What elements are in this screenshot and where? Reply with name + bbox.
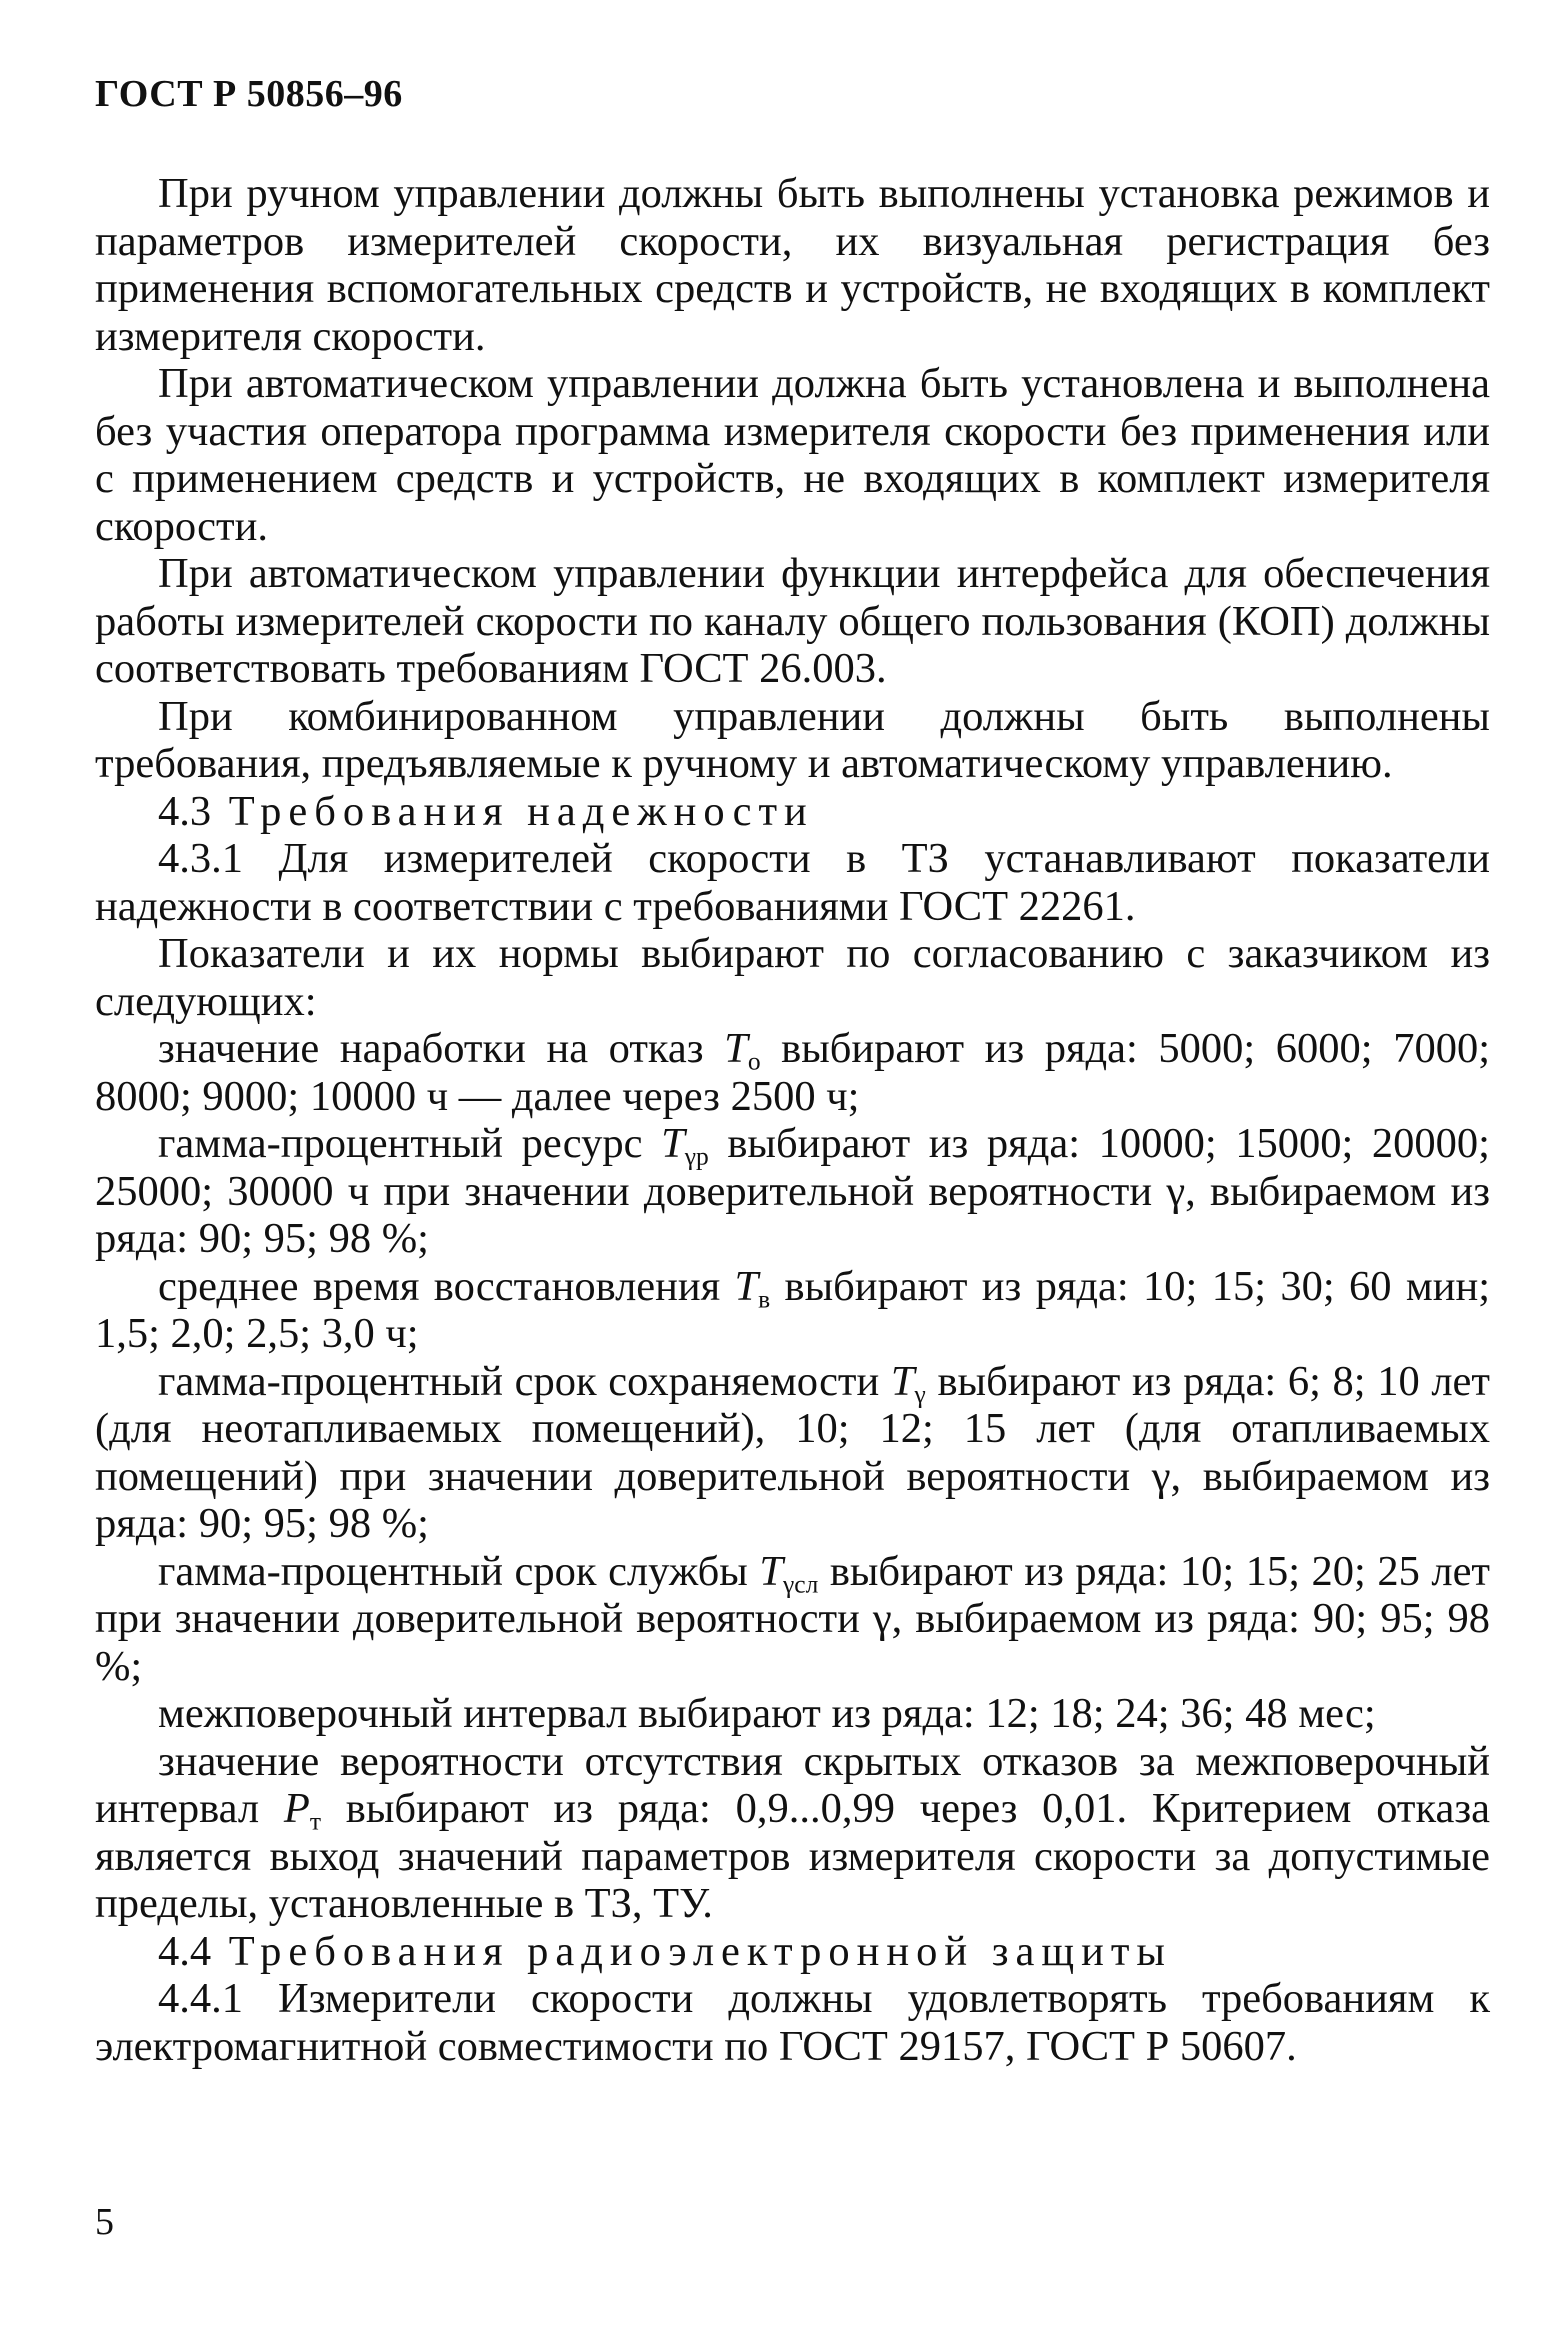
text: среднее время восстановления	[158, 1262, 735, 1310]
list-item-gamma-resource	[95, 1120, 1490, 1263]
list-item-storage-life	[95, 1358, 1490, 1548]
symbol-subscript: о	[747, 1046, 761, 1076]
list-item-mtbf	[95, 1025, 1490, 1120]
text: гамма-процентный срок службы	[158, 1547, 760, 1595]
symbol-subscript: т	[309, 1806, 322, 1836]
symbol-subscript: γр	[684, 1141, 709, 1171]
document-body	[95, 170, 1490, 2070]
text: выбирают из ряда: 6; 8; 10 лет (для неотапливаемых помещений), 10; 12; 15 лет (для отапливаемых помещений) при значении доверительной вероятности γ, выбираемом из ряда: 90; 95; 98 %;	[95, 1357, 1490, 1547]
paragraph-4-3-1: 4.3.1 Для измерителей скорости в ТЗ устанавливают показатели надежности в соответствии с требованиями ГОСТ 22261.	[95, 835, 1490, 930]
list-item-service-life	[95, 1548, 1490, 1691]
paragraph-interface-functions: При автоматическом управлении функции интерфейса для обеспечения работы измерителей скорости по каналу общего пользования (КОП) должны соответствовать требованиям ГОСТ 26.003.	[95, 550, 1490, 692]
list-item-hidden-failures	[95, 1738, 1490, 1928]
text: выбирают из ряда: 0,9...0,99 через 0,01. Критерием отказа является выход значений параметров измерителя скорости за допустимые пределы, установленные в ТЗ, ТУ.	[95, 1785, 1490, 1927]
symbol-subscript: γ	[914, 1379, 926, 1409]
paragraph-manual-control: При ручном управлении должны быть выполнены установка режимов и параметров измерителей скорости, их визуальная регистрация без применения вспомогательных средств и устройств, не входящих в комплект измерителя скорости.	[95, 170, 1490, 360]
symbol-subscript: γсл	[782, 1569, 819, 1599]
symbol: T	[890, 1357, 915, 1405]
section-number: 4.4	[158, 1927, 212, 1975]
section-number: 4.3	[158, 787, 212, 835]
symbol: T	[661, 1120, 685, 1167]
symbol: T	[724, 1025, 748, 1072]
symbol: T	[759, 1547, 783, 1595]
paragraph-indicators-intro: Показатели и их нормы выбирают по согласованию с заказчиком из следующих:	[95, 930, 1490, 1025]
symbol: P	[283, 1785, 310, 1832]
section-title: Требования радиоэлектронной защиты	[228, 1927, 1172, 1975]
list-item-calibration-interval: межповерочный интервал выбирают из ряда: 12; 18; 24; 36; 48 мес;	[158, 1690, 1376, 1737]
text: выбирают из ряда: 10; 15; 30; 60 мин; 1,5; 2,0; 2,5; 3,0 ч;	[95, 1262, 1491, 1357]
text: гамма-процентный ресурс	[158, 1120, 662, 1167]
symbol: T	[734, 1262, 759, 1310]
section-heading-4-4	[95, 1928, 1490, 1976]
symbol-subscript: в	[758, 1284, 771, 1314]
page-number: 5	[95, 2201, 114, 2243]
text: выбирают из ряда: 5000; 6000; 7000; 8000; 9000; 10000 ч — далее через 2500 ч;	[95, 1025, 1491, 1120]
paragraph-4-4-1: 4.4.1 Измерители скорости должны удовлетворять требованиям к электромагнитной совместимости по ГОСТ 29157, ГОСТ Р 50607.	[95, 1975, 1490, 2070]
section-title: Требования надежности	[228, 787, 814, 835]
paragraph-combined-control: При комбинированном управлении должны быть выполнены требования, предъявляемые к ручному и автоматическому управлению.	[95, 692, 1490, 787]
text: значение вероятности отсутствия скрытых отказов за межповерочный интервал	[95, 1737, 1490, 1832]
document-header: ГОСТ Р 50856–96	[95, 73, 403, 115]
text: выбирают из ряда: 10000; 15000; 20000; 25000; 30000 ч при значении доверительной вероятности γ, выбираемом из ряда: 90; 95; 98 %;	[95, 1120, 1490, 1262]
text: выбирают из ряда: 10; 15; 20; 25 лет при значении доверительной вероятности γ, выбираемом из ряда: 90; 95; 98 %;	[95, 1547, 1491, 1690]
paragraph-automatic-control: При автоматическом управлении должна быть установлена и выполнена без участия оператора программа измерителя скорости без применения или с применением средств и устройств, не входящих в комплект измерителя скорости.	[95, 360, 1490, 550]
section-heading-4-3	[95, 788, 1490, 836]
list-item-recovery-time	[95, 1263, 1490, 1358]
text: значение наработки на отказ	[158, 1025, 725, 1072]
text: гамма-процентный срок сохраняемости	[158, 1357, 891, 1405]
